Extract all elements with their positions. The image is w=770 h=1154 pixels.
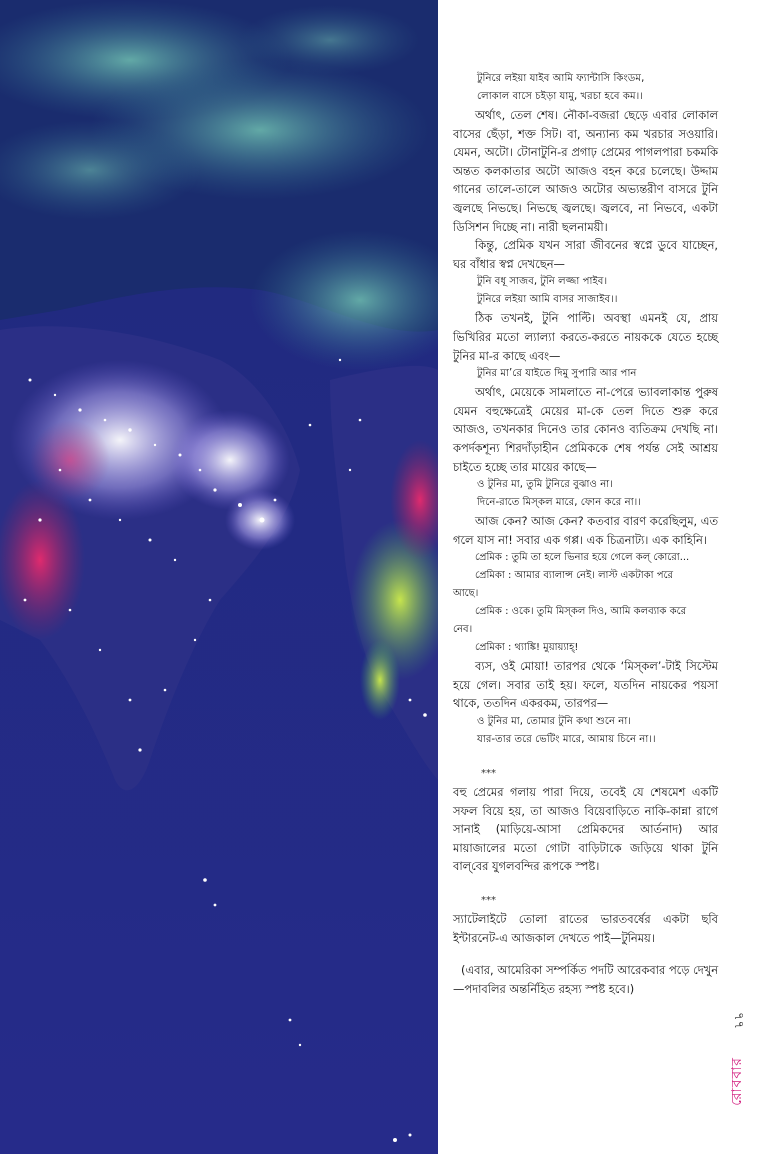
paragraph: স্যাটেলাইটে তোলা রাতের ভারতবর্ষের একটা ছবি ইন্টারনেট-এ আজকাল দেখতে পাই—টুনিময়। [453,912,718,945]
paragraph: বহু প্রেমের গলায় পারা দিয়ে, তবেই যে শেষমেশ একটি সফল বিয়ে হয়, তা আজও বিয়েবাড়িতে নাকি-কান্না রাগে সানাই (মাড়িয়ে-আসা প্রেমিকদের আর্তনাদ) আর মায়াজালের মতো গোটা বাড়িটাকে জড়িয়ে থাকা টুনি বাল্‌বের যুগলবন্দির রূপকে স্পষ্ট। [453,785,718,874]
paragraph: অর্থাৎ, তেল শেষ। নৌকা-বজরা ছেড়ে এবার লোকাল বাসের ছেঁড়া, শক্ত সিট। বা, অন্যান্য কম খরচার সওয়ারি। যেমন, অটো। টোনাটুনি-র প্রগাঢ় প্রেমের পাগলপারা চকমকি অন্তত কলকাতার অটো আজও বহন করে চলেছে। উদ্দাম গানের তালে-তালে আজও অটোর অভ্যন্তরীণ বাসরে টুনি জ্বলছে নিভছে। নিভছে জ্বলছে। জ্বলবে, না নিভবে, একটা ডিসিশন দিচ্ছে না। নারী ছলনাময়ী। [453,108,718,234]
verse-line: লোকাল বাসে চইড়া যামু, খরচা হবে কম।। [477,91,643,102]
paragraph: (এবার, আমেরিকা সম্পর্কিত পদটি আরেকবার পড়ে দেখুন—পদাবলির অন্তর্নিহিত রহস্য স্পষ্ট হবে।) [453,963,718,996]
section-separator: *** [481,768,496,780]
dialog-line: প্রেমিক : তুমি তা হলে ভিনার হয়ে গেলে কল্ কোরো... [475,552,690,564]
paragraph: ঠিক তখনই, টুনি পাল্টি। অবস্থা এমনই যে, প্রায় ভিখিরির মতো ল্যাল্যা করতে-করতে নায়ককে যেতে হচ্ছে টুনির মা-র কাছে এবং— [453,311,718,363]
verse-line: টুনিরে লইয়া আমি বাসর সাজাইব।। [477,294,618,306]
article-column [453,70,718,998]
dialog-line: আছে। [453,588,479,600]
verse-line: ও টুনির মা, তোমার টুনি কথা শুনে না। [477,716,631,728]
dialog-line: প্রেমিকা : আমার ব্যালান্স নেই। লাস্ট একটাকা পরে [475,570,674,582]
verse-line: টুনির মা’রে যাইতে দিমু সুপারি আর পান [477,368,637,380]
paragraph: অর্থাৎ, মেয়েকে সামলাতে না-পেরে ভ্যাবলাকান্ত পুরুষ যেমন বহুক্ষেত্রেই মেয়ের মা-কে তেল দিতে শুরু করে আজও, তখনকার দিনেও তার কোনও ব্যতিক্রম দেখছি না। কপর্দকশূন্য শিরদাঁড়াহীন প্রেমিককে শেষ পর্যন্ত সেই আশ্রয় চাইতে হচ্ছে তার মায়ের কাছে— [453,385,718,474]
verse-line: ও টুনির মা, তুমি টুনিরে বুঝাও না। [477,479,613,491]
page-number: ৭৭ [730,1012,746,1029]
paragraph: ব্যস, ওই মোয়া! তারপর থেকে ‘মিস্‌কল’-টাই সিস্টেম হয়ে গেল। সবার তাই হয়। ফলে, যতদিন নায়কের পয়সা থাকে, ততদিন একরকম, তারপর— [453,659,718,711]
verse-line: যার-তার তরে ভেটিং মারে, আমায় চিনে না।। [477,734,656,746]
verse-line: টুনিরে লইয়া যাইব আমি ফ্যান্টাসি কিংডম, [477,73,645,84]
section-separator: *** [481,895,496,907]
verse-line: টুনি বধূ সাজব, টুনি লজ্জা পাইব। [477,276,608,288]
verse-line: দিনে-রাতে মিস্‌কল মারে, ফোন করে না।। [477,497,641,509]
page-footer [726,1006,748,1138]
dialog-line: প্রেমিক : ওকে। তুমি মিস্‌কল দিও, আমি কলব্যাক করে [475,606,687,618]
paragraph: কিন্তু, প্রেমিক যখন সারা জীবনের স্বপ্নে ডুবে যাচ্ছেন, ঘর বাঁধার স্বপ্ন দেখছেন— [453,238,718,271]
paragraph: আজ কেন? আজ কেন? কতবার বারণ করেছিলুম, এত গলে যাস না! সবার এক গপ্প। এক চিত্রনাট্য। এক কাহিনি। [453,514,719,547]
dialog-line: প্রেমিকা : থ্যাঙ্কি! মুয়ায়্যাহ্! [475,642,579,654]
dialog-line: নেব। [453,624,473,636]
magazine-name: রোববার [729,1057,745,1106]
